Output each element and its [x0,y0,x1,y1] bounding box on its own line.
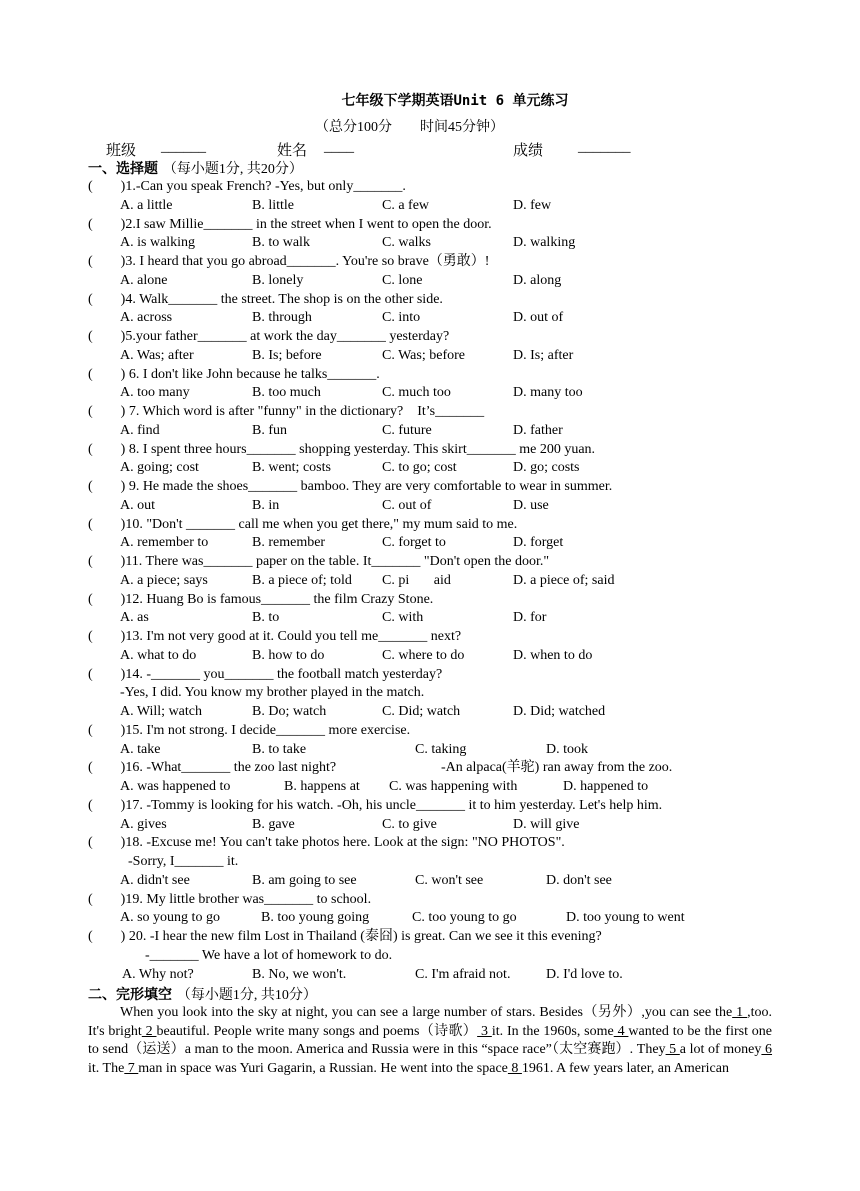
option-a: A. didn't see [120,872,190,888]
section-note: （每小题1分, 共20分） [162,162,303,177]
option-a: A. so young to go [120,910,220,926]
question-stem: ( ) 20. -I hear the new film Lost in Thailand (泰囧) is great. Can we see it this evening? [88,929,602,944]
option-b: B. No, we won't. [252,966,347,982]
blank-6: 6 [761,1042,773,1058]
blank-8: 8 [507,1060,522,1076]
option-a: A. Was; after [120,347,194,363]
option-row [120,609,780,627]
option-b: B. remember [252,535,326,551]
option-a: A. Will; watch [120,704,202,719]
option-c: C. pi aid [382,572,451,588]
option-a: A. find [120,422,160,438]
option-b: B. a piece of; told [252,572,352,588]
option-row [120,272,780,290]
blank-4: 4 [613,1023,629,1039]
question-dialog-line: -_______ We have a lot of homework to do. [145,947,393,963]
question-stem: ( )14. -_______ you_______ the football match yesterday? [88,666,443,682]
option-b: B. how to do [252,647,325,663]
option-a: A. is walking [120,235,196,251]
option-d: D. along [513,272,562,288]
blank-1: 1 [732,1005,748,1020]
passage-text: man in space was Yuri Gagarin, a Russian. He went into the space [138,1060,508,1076]
cloze-passage [88,1004,772,1078]
option-c: C. walks [382,235,431,251]
option-b: B. gave [252,816,295,832]
option-d: D. many too [513,385,583,401]
option-b: B. little [252,197,294,213]
option-b: B. Is; before [252,347,322,363]
option-row [120,647,780,665]
option-row [120,347,780,365]
option-d: D. Did; watched [513,704,606,719]
blank-2: 2 [141,1023,157,1039]
option-d: D. Is; after [513,347,574,363]
option-c: C. I'm afraid not. [415,966,511,982]
option-d: D. don't see [546,872,612,888]
option-d: D. few [513,197,552,213]
option-b: B. through [252,310,312,326]
option-a: A. across [120,310,173,326]
option-d: D. father [513,422,563,438]
option-c: C. was happening with [389,779,518,794]
page-title: 七年级下学期英语Unit 6 单元练习 [341,93,569,109]
option-row [120,234,780,252]
option-d: D. took [546,741,588,757]
passage-text: it. In the 1960s, some [491,1023,614,1039]
option-row [120,909,780,927]
option-b: B. fun [252,422,287,438]
option-row [120,741,780,759]
option-c: C. Did; watch [382,704,461,719]
passage-text: a lot of money [679,1042,762,1058]
passage-text: it. The [88,1060,125,1076]
score-blank: _______ [578,139,631,155]
option-row [120,572,780,590]
question-stem: ( )2.I saw Millie_______ in the street when I went to open the door. [88,216,492,232]
option-c: C. forget to [382,535,446,551]
option-d: D. for [513,610,547,626]
question-stem: ( ) 7. Which word is after "funny" in the dictionary? It’s_______ [88,404,485,419]
passage-text: When you look into the sky at night, you can see a large number of stars. Besides（另外）,you can see the [120,1005,733,1020]
option-b: B. to walk [252,235,310,251]
option-d: D. too young to went [566,910,685,926]
option-a: A. a little [120,197,173,213]
section-title-choice [88,158,303,178]
option-c: C. much too [382,385,451,401]
question-stem: ( )12. Huang Bo is famous_______ the film Crazy Stone. [88,591,434,607]
option-row [120,534,780,552]
question-stem: ( )5.your father_______ at work the day_______ yesterday? [88,329,450,344]
question-stem: ( )15. I'm not strong. I decide_______ more exercise. [88,722,411,738]
option-row [120,872,780,890]
question-stem: ( )3. I heard that you go abroad_______. You're so brave（勇敢）! [88,254,490,269]
option-c: C. future [382,422,432,438]
question-stem: ( )10. "Don't _______ call me when you get there," my mum said to me. [88,516,518,532]
option-c: C. out of [382,497,432,513]
question-stem: ( )11. There was_______ paper on the table. It_______ "Don't open the door." [88,554,550,569]
option-a: A. too many [120,385,190,401]
option-d: D. walking [513,235,576,251]
question-stem: ( ) 9. He made the shoes_______ bamboo. They are very comfortable to wear in summer. [88,479,613,494]
score-label: 成绩 [513,143,544,159]
option-a: A. take [120,741,161,757]
option-row [120,384,780,402]
question-stem: ( ) 6. I don't like John because he talks_______. [88,366,380,382]
option-b: B. Do; watch [252,704,327,719]
option-b: B. am going to see [252,872,357,888]
option-c: C. to give [382,816,437,832]
option-a: A. as [120,610,149,626]
option-b: B. to [252,610,280,626]
blank-3: 3 [477,1023,492,1039]
passage-text: wanted to be the first one to send（运送）a man to the moon. America and Russia were in this “space race”（太空赛跑）. They [88,1023,773,1058]
option-row [120,816,780,834]
option-d: D. forget [513,535,564,551]
option-d: D. use [513,497,549,513]
option-row [120,197,780,215]
option-row [120,422,780,440]
option-c: C. Was; before [382,347,465,363]
blank-7: 7 [124,1060,139,1076]
option-row [120,703,780,721]
option-c: C. too young to go [412,910,517,926]
question-stem: ( )16. -What_______ the zoo last night? [88,760,337,776]
option-a: A. Why not? [122,966,194,982]
option-b: B. too much [252,385,321,401]
option-row [120,497,780,515]
option-c: C. into [382,310,421,326]
option-row [120,459,780,477]
option-a: A. a piece; says [120,572,208,588]
passage-text: beautiful. People write many songs and poems（诗歌） [156,1023,478,1039]
option-c: C. taking [415,741,467,757]
option-a: A. gives [120,816,167,832]
option-d: D. I'd love to. [546,966,623,982]
section-title: 一、选择题 [88,161,158,177]
section-note: （每小题1分, 共10分） [176,988,317,1003]
option-b: B. too young going [261,910,370,926]
option-a: A. out [120,497,155,513]
option-c: C. a few [382,197,430,213]
question-stem-right: -An alpaca(羊驼) ran away from the zoo. [441,760,673,776]
blank-5: 5 [665,1042,680,1058]
option-a: A. alone [120,272,168,288]
passage-text: 1961. A few years later, an American [521,1060,729,1076]
option-b: B. went; costs [252,460,331,476]
name-label: 姓名 [277,143,308,159]
option-a: A. was happened to [120,779,231,794]
question-stem: ( )18. -Excuse me! You can't take photos here. Look at the sign: "NO PHOTOS". [88,835,565,851]
option-b: B. lonely [252,272,304,288]
option-c: C. with [382,610,424,626]
question-stem: ( )1.-Can you speak French? -Yes, but only_______. [88,179,406,194]
question-stem: ( )17. -Tommy is looking for his watch. -Oh, his uncle_______ it to him yesterday. Let's help him. [88,797,663,813]
class-label: 班级 [106,143,137,159]
option-d: D. a piece of; said [513,572,615,588]
question-stem: ( ) 8. I spent three hours_______ shopping yesterday. This skirt_______ me 200 yuan. [88,441,596,457]
page-subtitle: （总分100分 时间45分钟） [315,120,504,135]
option-d: D. go; costs [513,460,580,476]
class-blank: ______ [161,139,206,155]
section-title-cloze [88,984,317,1004]
option-row [120,778,780,796]
passage-text: ,too. It's bright [88,1005,773,1039]
option-d: D. will give [513,816,580,832]
option-b: B. in [252,497,280,513]
option-c: C. to go; cost [382,460,457,476]
question-dialog-line: -Sorry, I_______ it. [128,854,239,869]
question-stem: ( )19. My little brother was_______ to school. [88,891,372,907]
option-row [120,309,780,327]
option-row [120,966,780,984]
option-c: C. where to do [382,647,465,663]
question-dialog-line: -Yes, I did. You know my brother played in the match. [120,685,425,701]
option-a: A. remember to [120,535,209,551]
option-d: D. when to do [513,647,593,663]
option-c: C. lone [382,272,423,288]
option-a: A. going; cost [120,460,199,476]
option-b: B. to take [252,741,307,757]
name-blank: ____ [324,139,354,155]
option-d: D. out of [513,310,564,326]
option-a: A. what to do [120,647,197,663]
section-title: 二、完形填空 [88,987,172,1003]
question-stem: ( )4. Walk_______ the street. The shop is on the other side. [88,291,443,307]
option-b: B. happens at [284,779,360,794]
question-stem: ( )13. I'm not very good at it. Could you tell me_______ next? [88,629,462,644]
option-c: C. won't see [415,872,484,888]
option-d: D. happened to [563,779,649,794]
